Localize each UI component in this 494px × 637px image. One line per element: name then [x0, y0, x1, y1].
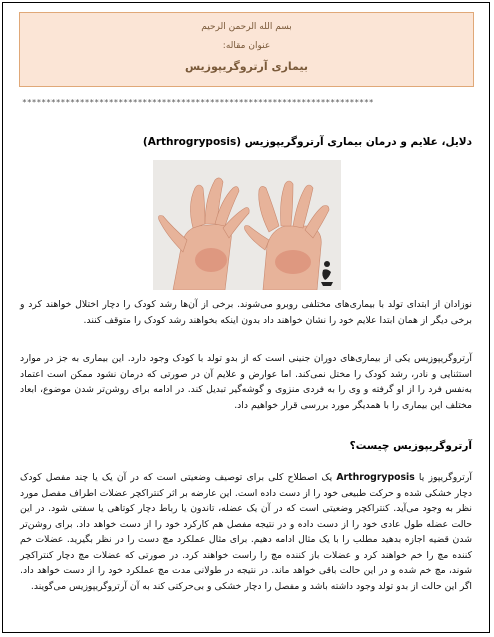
article-header	[19, 12, 474, 87]
bismillah-text: بسم الله الرحمن الرحیم	[201, 22, 292, 32]
article-title: بیماری آرتروگریپوزیس	[184, 60, 309, 73]
definition-paragraph	[20, 470, 472, 594]
description-paragraph: آرتروگریپوزیس یکی از بیماری‌های دوران جنینی است که از بدو تولد با کودک وجود دارد. این بیماری به جز در موارد استثنایی و نادر، رشد کودک را مختل نمی‌کند. اما عوارض و علایم آن در صورتی که درمان نشود ممکن است اعتماد به‌نفس فرد را از او گرفته و وی را به فردی منزوی و گوشه‌گیر تبدیل کند. در ادامه برای روشن‌تر شدن موضوع، ابعاد مختلف این بیماری را با همدیگر مورد بررسی قرار خواهیم داد.	[20, 353, 472, 411]
section-heading: دلایل، علایم و درمان بیماری آرتروگریپوزیس (Arthrogryposis)	[142, 136, 472, 148]
english-term: Arthrogryposis	[336, 472, 415, 483]
hands-illustration	[153, 160, 341, 290]
intro-paragraph: نوزادان از ابتدای تولد با بیماری‌های مختلفی روبرو می‌شوند. برخی از آن‌ها رشد کودک را دچار اختلال خواهند کرد و برخی دیگر از همان ابتدا علایم خود را نشان خواهند داد بدون اینکه بخواهند رشد کودک را متوقف کنند.	[20, 299, 472, 326]
definition-lead: آرتروگریپوز یا	[418, 472, 472, 483]
definition-body: یک اصطلاح کلی برای توصیف وضعیتی است که در آن یک یا چند مفصل کودک دچار خشکی شده و حرکت طبیعی خود را از دست داده است. این عارضه بر اثر کنتراکچر عضلات اطراف مفصل مورد نظر به وجود می‌آید. کنتراکچر وضعیتی است که در آن یک عضله، تاندون یا رباط دچار کوتاهی یا سفتی شود. در این حالت عضله طول عادی خود را از دست داده و در نتیجه مفصل هم کارکرد خود را از دست خواهد داد. برای روشن‌تر شدن قضیه اجازه بدهید مطلب را با یک مثال ادامه دهیم. برای مثال عملکرد مچ دست را در نظر بگیرید. عضلات خم کننده مچ را خم خواهند کرد و عضلات باز کننده مچ را راست خواهند کرد. در صورتی که عضلات مچ دچار کنتراکچر شوند، مچ خم شده و در این حالت باقی خواهد ماند. در نتیجه در طولانی مدت مچ عملکرد خود را از دست خواهد داد. اگر این حالت از بدو تولد وجود داشته باشد و مفصل را دچار خشکی و بی‌حرکتی کند به آن آرتروگریپوزیس می‌گویند.	[20, 472, 472, 592]
hands-photo	[153, 160, 341, 290]
article-label: عنوان مقاله:	[222, 41, 271, 51]
asterisk-divider: *************************************************************************	[22, 98, 374, 107]
what-is-heading: آرتروگریپوزیس چیست؟	[349, 440, 472, 452]
